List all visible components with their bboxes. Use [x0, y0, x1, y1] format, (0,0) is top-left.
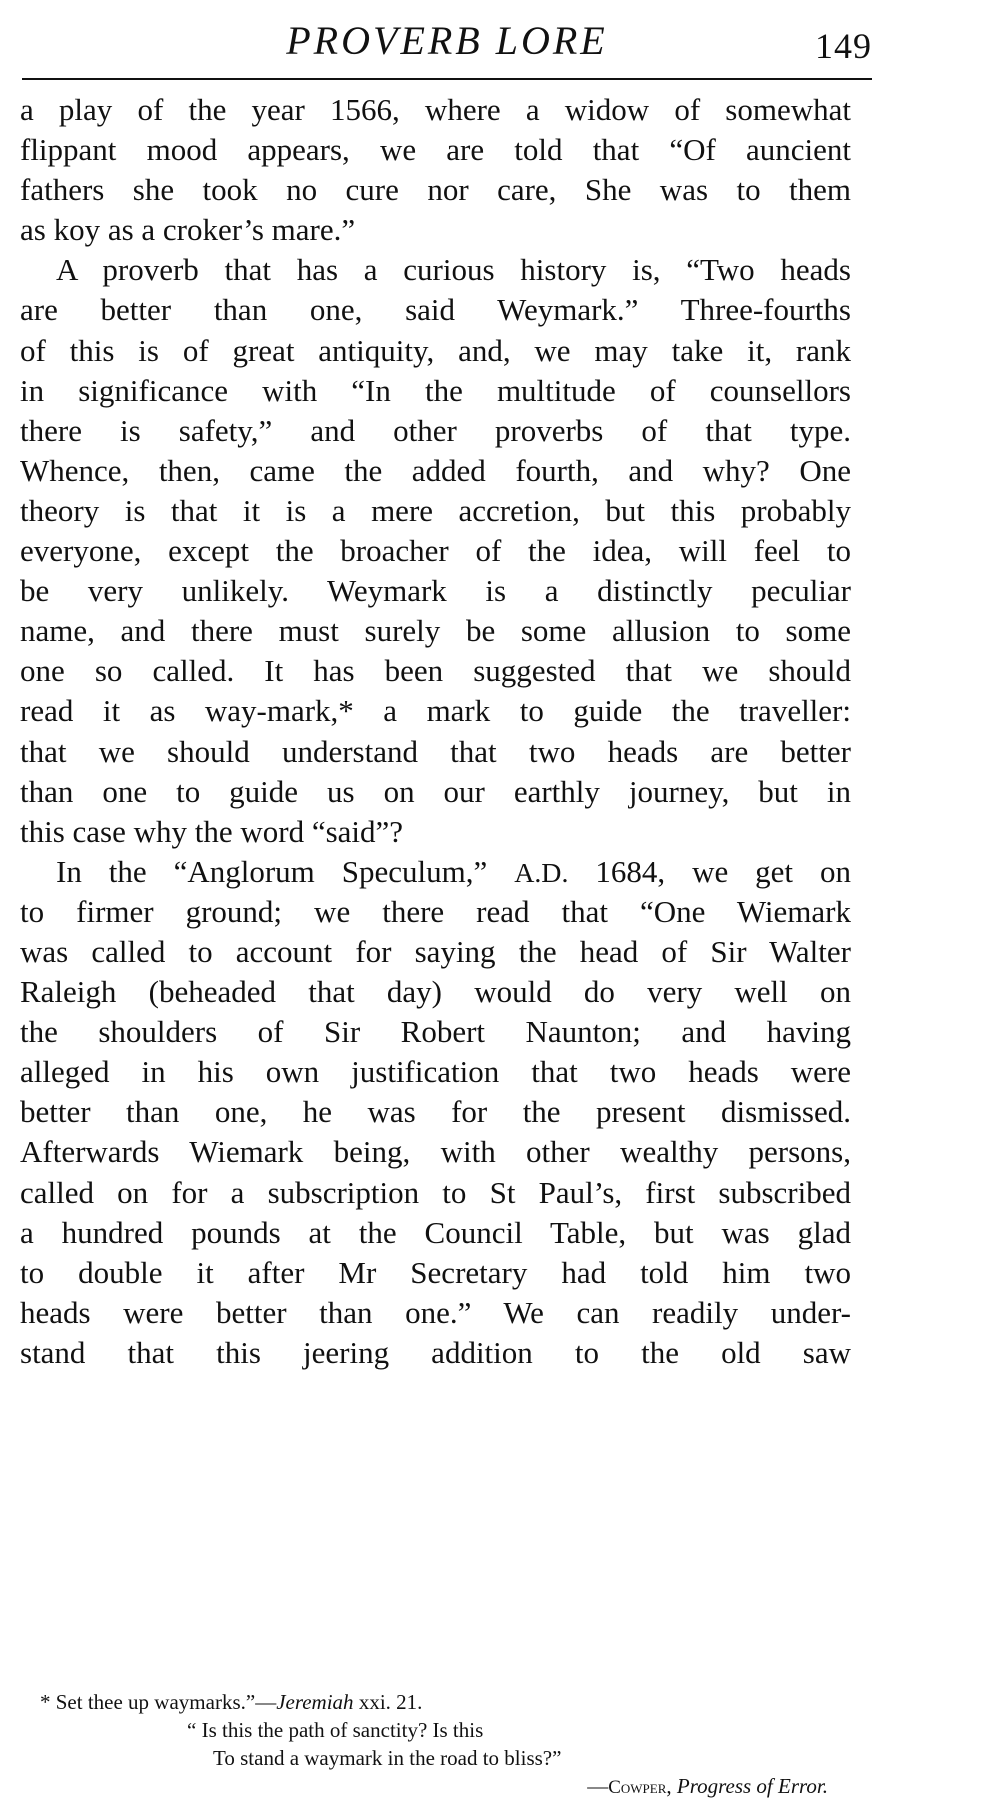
text-line: as koy as a croker’s mare.” — [20, 212, 356, 248]
text-line: alleged in his own justification that two heads were — [20, 1054, 851, 1090]
attribution-dash: — — [587, 1774, 609, 1798]
text-line: be very unlikely. Weymark is a distinctly peculiar — [20, 573, 851, 609]
era-abbreviation: A.D. — [514, 857, 569, 889]
text-line: this case why the word “said”? — [20, 813, 404, 849]
text-line: A proverb that has a curious history is, “Two heads — [56, 252, 851, 288]
text-line: fathers she took no cure nor care, She was to them — [20, 172, 851, 208]
footnote-poem-line-2: To stand a waymark in the road to bliss?” — [213, 1746, 562, 1770]
text-line: to firmer ground; we there read that “One Wiemark — [20, 893, 851, 929]
page-number: 149 — [815, 26, 872, 66]
text-line: flippant mood appears, we are told that “Of auncient — [20, 132, 851, 168]
footnote-attribution — [40, 1772, 840, 1800]
attribution-separator: , — [666, 1774, 677, 1798]
text-line — [20, 852, 851, 892]
attribution-author: Cowper — [608, 1777, 667, 1798]
footnote-poem-line-1: “ Is this the path of sanctity? Is this — [187, 1718, 484, 1742]
text-fragment: 1684, we get on — [595, 853, 851, 889]
text-line: called on for a subscription to St Paul’s, first subscribed — [20, 1174, 851, 1210]
body-text — [20, 90, 851, 1373]
text-line: read it as way-mark,* a mark to guide the traveller: — [20, 693, 851, 729]
text-line: a hundred pounds at the Council Table, but was glad — [20, 1214, 851, 1250]
text-line: one so called. It has been suggested that we should — [20, 653, 851, 689]
text-line: better than one, he was for the present dismissed. — [20, 1094, 851, 1130]
text-line: in significance with “In the multitude of counsellors — [20, 372, 851, 408]
text-line: the shoulders of Sir Robert Naunton; and having — [20, 1014, 851, 1050]
text-line: a play of the year 1566, where a widow of somewhat — [20, 92, 851, 127]
text-line: than one to guide us on our earthly journey, but in — [20, 773, 851, 809]
page-header — [22, 18, 872, 78]
text-line: heads were better than one.” We can readily under- — [20, 1294, 851, 1330]
text-line: was called to account for saying the head of Sir Walter — [20, 933, 851, 969]
footnote-reference: xxi. 21. — [353, 1690, 423, 1714]
footnotes — [40, 1688, 840, 1800]
text-line: Afterwards Wiemark being, with other wealthy persons, — [20, 1134, 851, 1170]
text-line: theory is that it is a mere accretion, but this probably — [20, 492, 851, 528]
text-line: of this is of great antiquity, and, we may take it, rank — [20, 332, 851, 368]
text-line: Whence, then, came the added fourth, and why? One — [20, 452, 851, 488]
header-rule — [22, 78, 872, 80]
text-fragment: In the “Anglorum Speculum,” — [56, 853, 488, 889]
text-line: name, and there must surely be some allusion to some — [20, 613, 851, 649]
text-line: to double it after Mr Secretary had told him two — [20, 1254, 851, 1290]
footnote-1 — [40, 1688, 840, 1716]
text-line: there is safety,” and other proverbs of that type. — [20, 412, 851, 448]
text-line: everyone, except the broacher of the idea, will feel to — [20, 533, 851, 569]
running-title: PROVERB LORE — [286, 18, 608, 63]
text-line: Raleigh (beheaded that day) would do very well on — [20, 974, 851, 1010]
footnote-source: Jeremiah — [276, 1690, 354, 1714]
footnote-text: * Set thee up waymarks.”— — [40, 1690, 277, 1714]
text-line: are better than one, said Weymark.” Three-fourths — [20, 292, 851, 328]
attribution-work: Progress of Error. — [676, 1774, 828, 1798]
text-line: that we should understand that two heads are better — [20, 733, 851, 769]
text-line: stand that this jeering addition to the old saw — [20, 1334, 851, 1370]
